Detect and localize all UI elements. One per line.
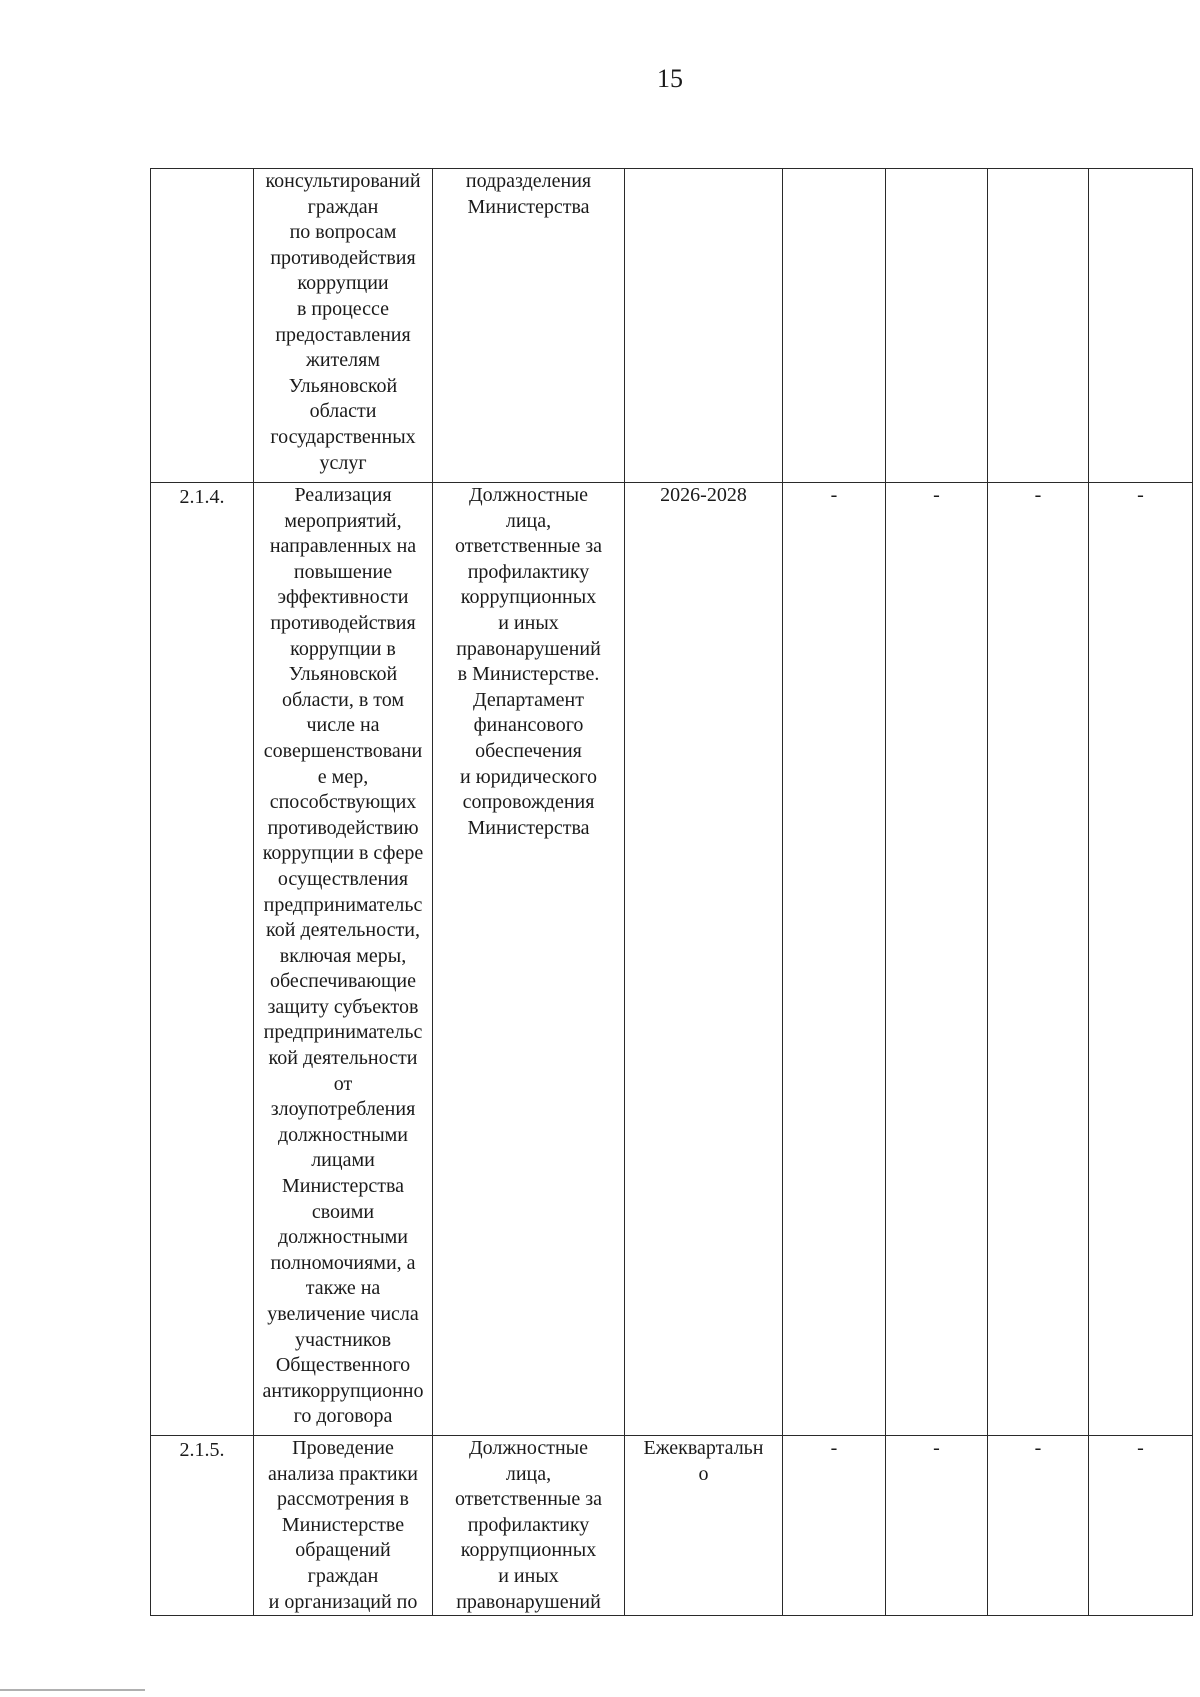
value-cell — [1089, 169, 1193, 483]
responsible-cell: Должностные лица, ответственные за профилактику коррупционных и иных правонарушений в Министерстве. Департамент финансового обеспечения и юридического сопровождения Министерства — [433, 483, 625, 1436]
value-cell: - — [783, 1436, 886, 1616]
activity-cell: Проведение анализа практики рассмотрения в Министерстве обращений граждан и организаций по — [254, 1436, 433, 1616]
value-cell — [988, 169, 1089, 483]
table-row — [151, 169, 1193, 483]
activity-cell: Реализация мероприятий, направленных на повышение эффективности противодействия коррупции в Ульяновской области, в том числе на совершенствовани е мер, способствующих противодействию коррупции в сфере осуществления предпринимательс кой деятельности, включая меры, обеспечивающие защиту субъектов предпринимательс кой деятельности от злоупотребления должностными лицами Министерства своими должностными полномочиями, а также на увеличение числа участников Общественного антикоррупционно го договора — [254, 483, 433, 1436]
responsible-cell: подразделения Министерства — [433, 169, 625, 483]
value-cell — [886, 169, 988, 483]
activity-cell: консультирований граждан по вопросам противодействия коррупции в процессе предоставления жителям Ульяновской области государственных услуг — [254, 169, 433, 483]
period-cell: 2026-2028 — [625, 483, 783, 1436]
table-row — [151, 1436, 1193, 1616]
period-cell: Ежеквартальн о — [625, 1436, 783, 1616]
value-cell: - — [1089, 483, 1193, 1436]
item-number-cell: 2.1.4. — [151, 483, 254, 1436]
responsible-cell: Должностные лица, ответственные за профилактику коррупционных и иных правонарушений — [433, 1436, 625, 1616]
value-cell — [783, 169, 886, 483]
value-cell: - — [988, 1436, 1089, 1616]
value-cell: - — [886, 483, 988, 1436]
value-cell: - — [1089, 1436, 1193, 1616]
measures-table — [150, 168, 1193, 1616]
scan-edge-line — [0, 1689, 145, 1691]
page-number: 15 — [657, 64, 683, 93]
item-number-cell — [151, 169, 254, 483]
table-row — [151, 483, 1193, 1436]
item-number-cell: 2.1.5. — [151, 1436, 254, 1616]
value-cell: - — [783, 483, 886, 1436]
period-cell — [625, 169, 783, 483]
value-cell: - — [988, 483, 1089, 1436]
value-cell: - — [886, 1436, 988, 1616]
